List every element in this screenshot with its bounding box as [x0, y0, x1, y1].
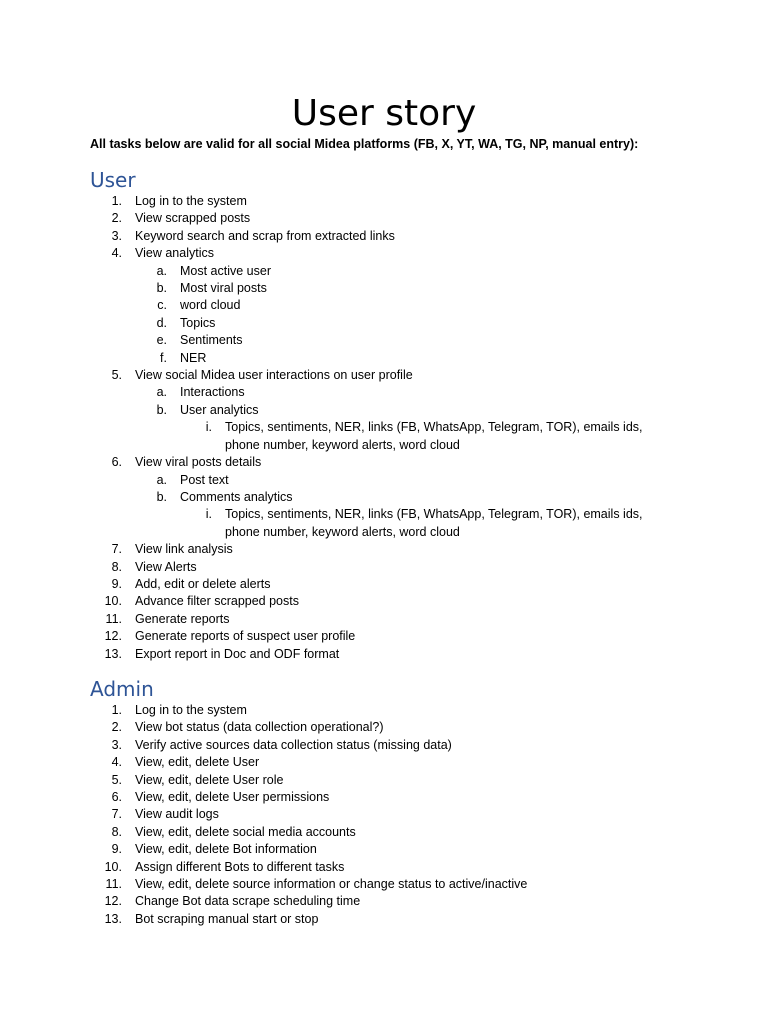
- list-item: [90, 806, 690, 823]
- sub-list: [135, 472, 690, 542]
- list-item: [90, 576, 690, 593]
- sub-sub-list-item: [180, 506, 690, 541]
- list-item: [90, 611, 690, 628]
- list-marker: 7.: [111, 542, 122, 557]
- list-marker: 10.: [104, 859, 122, 874]
- sub-list-item: [135, 315, 690, 332]
- list-item-text: Keyword search and scrap from extracted links: [135, 228, 395, 243]
- list-marker: 11.: [105, 877, 122, 892]
- list-item-text: Topics, sentiments, NER, links (FB, WhatsApp, Telegram, TOR), emails ids, phone number, keyword alerts, word cloud: [225, 507, 643, 539]
- list-item: [90, 754, 690, 771]
- list-item-text: Topics, sentiments, NER, links (FB, WhatsApp, Telegram, TOR), emails ids, phone number, keyword alerts, word cloud: [225, 420, 643, 452]
- list-item-text: Most active user: [180, 263, 272, 278]
- list-marker: b.: [156, 281, 167, 296]
- list-item-text: Comments analytics: [180, 489, 293, 504]
- list-item: [90, 245, 690, 367]
- list-marker: 5.: [111, 772, 122, 787]
- list-item-text: View scrapped posts: [135, 211, 251, 226]
- list-marker: 1.: [111, 194, 122, 208]
- list-item: [90, 702, 690, 719]
- list-marker: a.: [156, 472, 167, 487]
- list-item-text: Advance filter scrapped posts: [135, 594, 299, 609]
- list-marker: 12.: [104, 894, 122, 909]
- sub-list-item: [135, 332, 690, 349]
- sub-list-item: [135, 297, 690, 314]
- list-marker: b.: [156, 489, 167, 504]
- sub-list: [135, 384, 690, 454]
- list-marker: 10.: [104, 594, 122, 609]
- list-item-text: View analytics: [135, 246, 214, 261]
- list-item: [90, 772, 690, 789]
- list-item-text: View, edit, delete source information or change status to active/inactive: [135, 877, 528, 892]
- list-item: [90, 559, 690, 576]
- sub-list-item: [135, 263, 690, 280]
- section-heading-admin: Admin: [90, 677, 154, 701]
- list-marker: 6.: [111, 790, 122, 805]
- list-item-text: Bot scraping manual start or stop: [135, 911, 319, 926]
- list-item: [90, 454, 690, 541]
- sub-list: [135, 263, 690, 367]
- list-item: [90, 789, 690, 806]
- list-item-text: View social Midea user interactions on user profile: [135, 368, 413, 383]
- list-item: [90, 737, 690, 754]
- list-item: [90, 824, 690, 841]
- list-item-text: View link analysis: [135, 542, 233, 557]
- list-marker: a.: [156, 263, 167, 278]
- list-marker: 9.: [111, 576, 122, 591]
- list-item-text: View, edit, delete User: [135, 755, 260, 770]
- list-marker: 4.: [111, 755, 122, 770]
- list-item: [90, 541, 690, 558]
- list-marker: 13.: [104, 646, 122, 661]
- list-item: [90, 911, 690, 928]
- list-marker: 2.: [111, 211, 122, 226]
- list-item-text: View, edit, delete Bot information: [135, 842, 317, 857]
- list-item-text: View, edit, delete social media accounts: [135, 824, 356, 839]
- list-marker: i.: [205, 420, 212, 435]
- admin-section: [90, 677, 690, 928]
- list-marker: 8.: [111, 824, 122, 839]
- list-item-text: User analytics: [180, 402, 259, 417]
- list-item: [90, 859, 690, 876]
- list-item-text: View, edit, delete User role: [135, 772, 284, 787]
- list-item-text: Sentiments: [180, 333, 243, 348]
- list-marker: 9.: [111, 842, 122, 857]
- list-item-text: Generate reports: [135, 611, 230, 626]
- sub-list: [180, 506, 690, 541]
- list-item-text: Change Bot data scrape scheduling time: [135, 894, 361, 909]
- sub-list-item: [135, 384, 690, 401]
- list-item-text: View bot status (data collection operational?): [135, 720, 384, 735]
- list-marker: b.: [156, 402, 167, 417]
- sub-list-item: [135, 280, 690, 297]
- user-section: [90, 168, 690, 663]
- sub-list-item: [135, 350, 690, 367]
- list-item: [90, 719, 690, 736]
- list-item-text: Topics: [180, 315, 216, 330]
- list-item: [90, 628, 690, 645]
- list-item-text: Generate reports of suspect user profile: [135, 629, 356, 644]
- sub-list-item: [135, 489, 690, 541]
- list-marker: c.: [157, 298, 167, 313]
- list-item-text: Log in to the system: [135, 703, 247, 717]
- list-marker: 8.: [111, 559, 122, 574]
- list-item-text: Assign different Bots to different tasks: [135, 859, 345, 874]
- sub-list-item: [135, 402, 690, 454]
- page-title: User story: [291, 93, 477, 134]
- list-item-text: View, edit, delete User permissions: [135, 790, 330, 805]
- list-item-text: Log in to the system: [135, 194, 247, 208]
- user-task-list: [90, 193, 690, 663]
- list-marker: 1.: [111, 703, 122, 717]
- section-heading-user: User: [90, 168, 136, 192]
- list-item-text: Post text: [180, 472, 229, 487]
- list-marker: 5.: [111, 368, 122, 383]
- list-marker: i.: [205, 507, 212, 522]
- list-item-text: View audit logs: [135, 807, 219, 822]
- list-item-text: word cloud: [180, 298, 241, 313]
- sub-list-item: [135, 472, 690, 489]
- list-item-text: Verify active sources data collection status (missing data): [135, 737, 452, 752]
- sub-list: [180, 419, 690, 454]
- list-marker: 12.: [104, 629, 122, 644]
- list-marker: f.: [160, 350, 167, 365]
- list-item: [90, 367, 690, 454]
- list-item-text: View Alerts: [135, 559, 197, 574]
- list-item: [90, 593, 690, 610]
- admin-task-list: [90, 702, 690, 928]
- list-item-text: Most viral posts: [180, 281, 267, 296]
- list-marker: 4.: [111, 246, 122, 261]
- list-marker: 3.: [111, 737, 122, 752]
- list-item: [90, 841, 690, 858]
- list-item: [90, 193, 690, 210]
- list-marker: 3.: [111, 228, 122, 243]
- list-item: [90, 210, 690, 227]
- list-marker: a.: [156, 385, 167, 400]
- list-item: [90, 646, 690, 663]
- list-marker: 7.: [111, 807, 122, 822]
- sub-sub-list-item: [180, 419, 690, 454]
- list-marker: 2.: [111, 720, 122, 735]
- list-item: [90, 228, 690, 245]
- list-item-text: Export report in Doc and ODF format: [135, 646, 340, 661]
- intro-text: All tasks below are valid for all social Midea platforms (FB, X, YT, WA, TG, NP, manual entry):: [90, 137, 639, 151]
- list-item: [90, 876, 690, 893]
- list-item: [90, 893, 690, 910]
- list-marker: 6.: [111, 455, 122, 470]
- list-marker: 11.: [105, 611, 122, 626]
- list-marker: d.: [156, 315, 167, 330]
- list-marker: 13.: [104, 911, 122, 926]
- list-item-text: Add, edit or delete alerts: [135, 576, 271, 591]
- list-item-text: View viral posts details: [135, 455, 262, 470]
- list-marker: e.: [156, 333, 167, 348]
- list-item-text: Interactions: [180, 385, 245, 400]
- list-item-text: NER: [180, 350, 207, 365]
